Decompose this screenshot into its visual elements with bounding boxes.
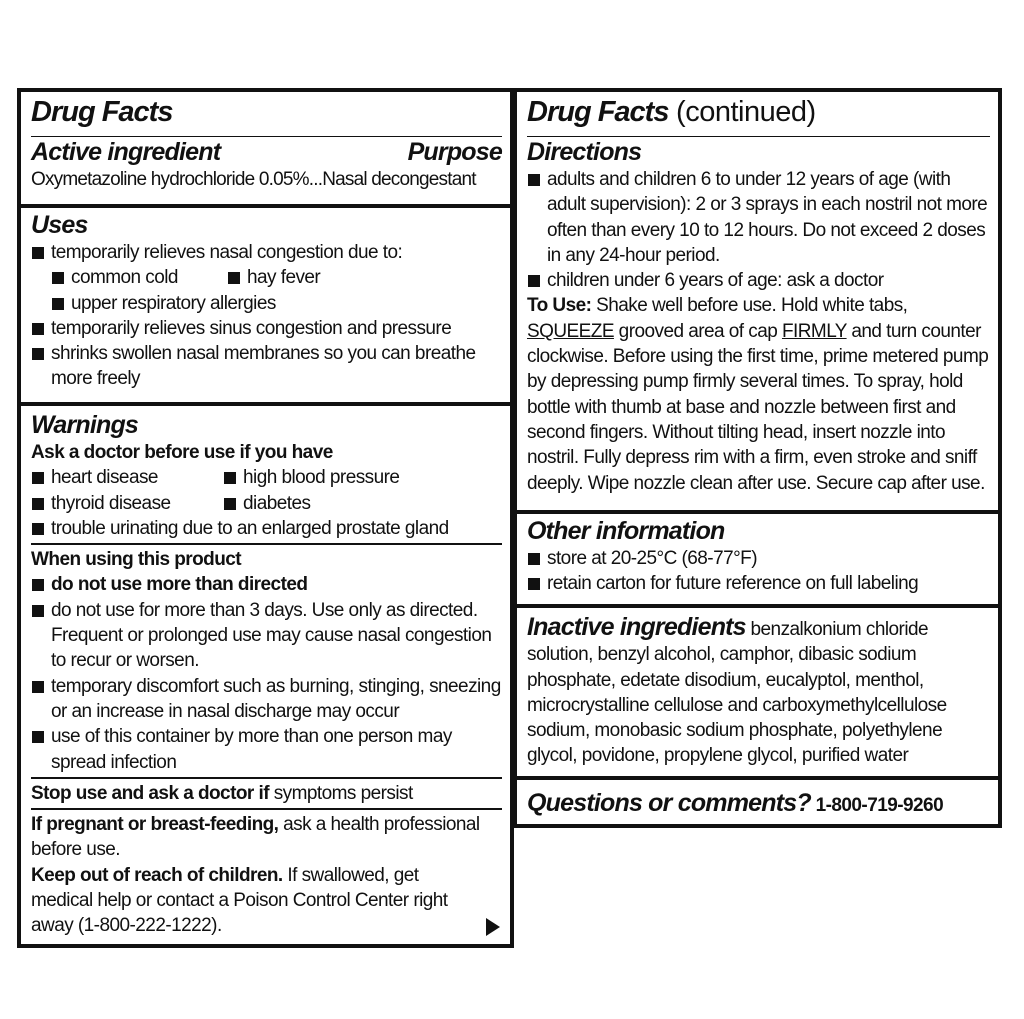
questions-line: Questions or comments? 1-800-719-9260 [527, 789, 944, 817]
directions-heading: Directions [527, 138, 642, 166]
uses-item: temporarily relieves nasal congestion due to: [31, 240, 502, 265]
stop-use-line: Stop use and ask a doctor if symptoms persist [31, 782, 413, 804]
active-ingredient-line: Oxymetazoline hydrochloride 0.05%...Nasal decongestant [31, 169, 476, 190]
inactive-ingredients-text: Inactive ingredients benzalkonium chloride solution, benzyl alcohol, camphor, dibasic sodium phosphate, edetate disodium, eucalyptol, menthol, microcrystalline cellulose and carboxymethylcellulose sodium, monobasic sodium phosphate, polyethylene glycol, povidone, propylene glycol, purified water [527, 613, 947, 767]
when-using-item: do not use for more than 3 days. Use only as directed. Frequent or prolonged use may cause nasal congestion to recur or worsen. [31, 598, 502, 674]
drug-facts-left-panel [17, 88, 514, 948]
directions-item: children under 6 years of age: ask a doctor [527, 268, 990, 293]
when-using-item: temporary discomfort such as burning, stinging, sneezing or an increase in nasal discharge may occur [31, 674, 502, 725]
uses-subitem: hay fever [227, 265, 320, 290]
to-use-paragraph: To Use: Shake well before use. Hold white tabs, SQUEEZE grooved area of cap FIRMLY and turn counter clockwise. Before using the first time, prime metered pump by depressing pump firmly several times. To spray, hold bottle with thumb at base and nozzle between first and second fingers. Without tilting head, insert nozzle into nostril. Fully depress rim with a firm, even stroke and sniff deeply. Wipe nozzle clean after use. Secure cap after use. [527, 295, 989, 494]
when-using-item: use of this container by more than one person may spread infection [31, 724, 502, 775]
uses-item: shrinks swollen nasal membranes so you can breathe more freely [31, 341, 502, 392]
pregnant-line: If pregnant or breast-feeding, ask a health professional before use. [31, 814, 480, 861]
inactive-ingredients-section [517, 604, 998, 780]
active-ingredient-heading: Active ingredient [31, 138, 221, 166]
keep-out-line: Keep out of reach of children. If swallowed, get medical help or contact a Poison Control Center right away (1-800-222-1222). [31, 864, 448, 937]
directions-section [517, 96, 998, 506]
warnings-heading: Warnings [31, 411, 139, 439]
purpose-heading: Purpose [407, 138, 502, 166]
condition-item: trouble urinating due to an enlarged prostate gland [31, 516, 502, 541]
other-information-heading: Other information [527, 517, 725, 545]
uses-subitem: common cold [51, 265, 227, 290]
condition-item: thyroid disease [31, 491, 223, 516]
when-using-item: do not use more than directed [31, 572, 502, 597]
drug-facts-right-panel [513, 88, 1002, 828]
directions-item: adults and children 6 to under 12 years of age (with adult supervision): 2 or 3 sprays in each nostril not more often than every 10 to 12 hours. Do not exceed 2 doses in any 24-hour period. [527, 167, 990, 268]
uses-heading: Uses [31, 211, 88, 239]
drug-facts-title: Drug Facts [31, 96, 173, 128]
uses-section [21, 204, 510, 404]
uses-item: temporarily relieves sinus congestion and pressure [31, 316, 502, 341]
warnings-section [21, 402, 510, 944]
questions-section [517, 776, 998, 828]
uses-subitem: upper respiratory allergies [51, 291, 502, 316]
condition-item: high blood pressure [223, 465, 399, 490]
other-information-section [517, 510, 998, 606]
continue-arrow-icon [486, 918, 500, 936]
when-using-heading: When using this product [31, 549, 242, 571]
drug-facts-continued-title: Drug Facts (continued) [527, 96, 816, 128]
other-info-item: retain carton for future reference on full labeling [527, 571, 990, 596]
other-info-item: store at 20-25°C (68-77°F) [527, 546, 990, 571]
condition-item: heart disease [31, 465, 223, 490]
active-ingredient-section [21, 96, 510, 206]
ask-doctor-heading: Ask a doctor before use if you have [31, 442, 333, 463]
condition-item: diabetes [223, 491, 310, 516]
